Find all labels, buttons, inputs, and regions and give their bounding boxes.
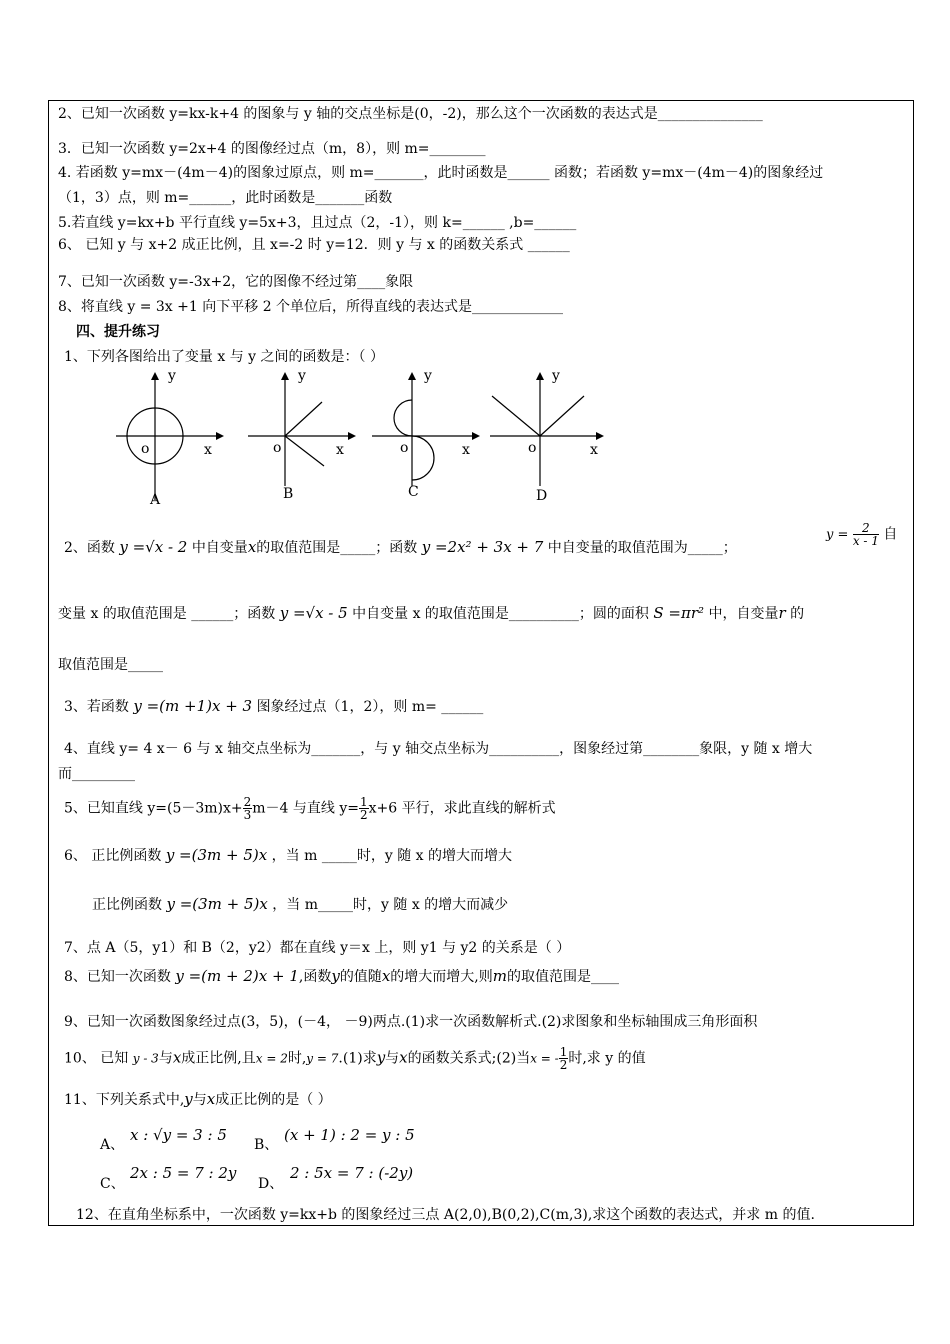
p4-line2: 而_________ (58, 766, 135, 782)
graph-c-label: C (408, 484, 419, 500)
q4-line-cont: （1，3）点，则 m=______，此时函数是_______函数 (58, 190, 393, 206)
graph-c (372, 368, 480, 500)
p12-line: 12、在直角坐标系中，一次函数 y=kx+b 的图象经过三点 A(2,0),B(0,2),C(m,3),求这个函数的表达式，并求 m 的值. (76, 1207, 815, 1223)
graph-c-x-label: x (462, 442, 470, 458)
graph-a-y-label: y (168, 368, 176, 384)
option-a-expr: x : √y = 3 : 5 (130, 1126, 227, 1144)
option-b: B、 (254, 1137, 279, 1153)
p2-line2: 变量 x 的取值范围是 ______；函数 y =√x - 5 中自变量 x 的取值范围是__________；圆的面积 S =πr² 中，自变量r 的 (58, 604, 805, 622)
q4-line: 4. 若函数 y=mx－(4m－4)的图象过原点，则 m=_______，此时函数是______ 函数；若函数 y=mx－(4m－4)的图象经过 (58, 165, 824, 181)
p9-line: 9、已知一次函数图象经过点(3，5)，(－4， －9)两点.(1)求一次函数解析式.(2)求图象和坐标轴围成三角形面积 (64, 1014, 758, 1030)
p6-line2: 正比例函数 y =(3m + 5)x ，当 m_____时，y 随 x 的增大而减少 (92, 895, 509, 913)
p2-line3: 取值范围是_____ (58, 657, 163, 673)
p11-line: 11、下列关系式中,y与x成正比例的是（ ） (64, 1090, 332, 1108)
p2-fraction: y = $\frac{2}{x - 1}$ 自 (826, 521, 898, 548)
q6-line: 6、 已知 y 与 x+2 成正比例，且 x=-2 时 y=12．则 y 与 x 的函数关系式 ______ (58, 237, 570, 253)
graph-d-x-label: x (590, 442, 598, 458)
p7-line: 7、点 A（5，y1）和 B（2，y2）都在直线 y＝x 上，则 y1 与 y2 的关系是（ ） (64, 940, 571, 956)
p4-line1: 4、直线 y= 4 x－ 6 与 x 轴交点坐标为_______，与 y 轴交点坐标为__________，图象经过第________象限，y 随 x 增大 (64, 741, 813, 757)
p2-line1: 2、函数 y =√x - 2 中自变量x的取值范围是_____；函数 y =2x² + 3x + 7 中自变量的取值范围为_____； (64, 538, 737, 556)
graph-c-origin: o (400, 440, 409, 456)
option-c: C、 (100, 1176, 125, 1192)
p6-line1: 6、 正比例函数 y =(3m + 5)x ，当 m _____时，y 随 x 的增大而增大 (64, 846, 512, 864)
graph-b-y-label: y (298, 368, 306, 384)
function-graphs (110, 368, 630, 513)
q2-line: 2、已知一次函数 y=kx-k+4 的图象与 y 轴的交点坐标是(0，-2)，那么这个一次函数的表达式是_______________ (58, 106, 763, 122)
option-a: A、 (100, 1137, 125, 1153)
graph-d-y-label: y (552, 368, 560, 384)
graph-b-x-label: x (336, 442, 344, 458)
option-d: D、 (258, 1176, 284, 1192)
option-c-expr: 2x : 5 = 7 : 2y (130, 1164, 237, 1182)
section-title: 四、提升练习 (76, 324, 160, 340)
p8-line: 8、已知一次函数 y =(m + 2)x + 1,函数y的值随x的增大而增大,则m的取值范围是____ (64, 967, 619, 985)
q5-line: 5.若直线 y=kx+b 平行直线 y=5x+3，且过点（2，-1），则 k=______ ,b=______ (58, 215, 577, 231)
graph-a-origin: o (141, 441, 150, 457)
q3-line: 3．已知一次函数 y=2x+4 的图像经过点（m，8），则 m=________ (58, 141, 486, 157)
graph-d-origin: o (528, 440, 537, 456)
p1-line: 1、下列各图给出了变量 x 与 y 之间的函数是：（ ） (64, 349, 384, 365)
graph-b (248, 368, 356, 502)
graph-d (490, 368, 604, 504)
graph-a-label: A (150, 492, 161, 508)
graph-c-y-label: y (424, 368, 432, 384)
graph-b-origin: o (273, 440, 282, 456)
q8-line: 8、将直线 y = 3x +1 向下平移 2 个单位后，所得直线的表达式是_____________ (58, 299, 564, 315)
option-d-expr: 2 : 5x = 7 : (-2y) (290, 1164, 414, 1182)
graph-b-label: B (283, 486, 294, 502)
graph-d-label: D (536, 488, 548, 504)
p5-line: 5、已知直线 y=(5－3m)x+ $\frac{2}{3}$ m－4 与直线 y= $\frac{1}{2}$ x+6 平行，求此直线的解析式 (64, 795, 556, 822)
graph-a (116, 368, 224, 508)
option-b-expr: (x + 1) : 2 = y : 5 (284, 1126, 415, 1144)
p10-line: 10、 已知 y - 3与x成正比例,且x = 2时,y = 7.(1)求y与x的函数关系式;(2)当x = - $\frac{1}{2}$ 时,求 y 的值 (64, 1045, 646, 1072)
p3-line: 3、若函数 y =(m +1)x + 3 图象经过点（1，2），则 m= ______ (64, 697, 484, 715)
graph-a-x-label: x (204, 442, 212, 458)
q7-line: 7、已知一次函数 y=-3x+2，它的图像不经过第____象限 (58, 274, 414, 290)
